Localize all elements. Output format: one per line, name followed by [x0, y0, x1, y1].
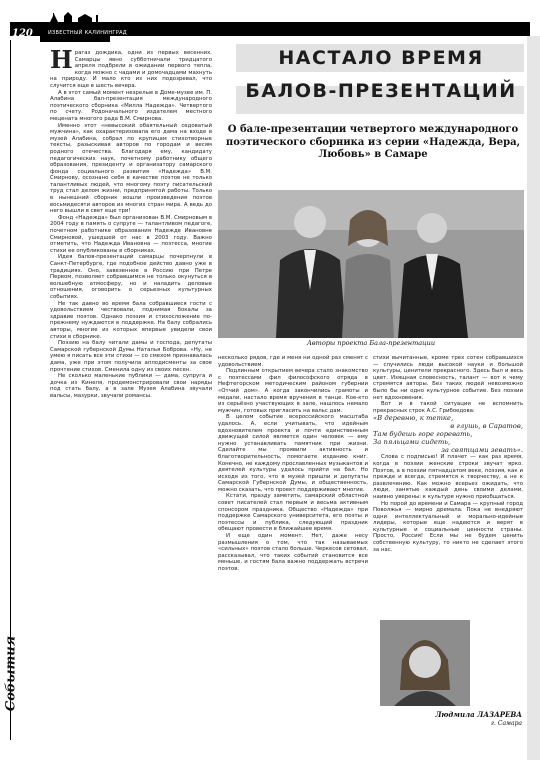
portrait-illustration: [380, 620, 470, 706]
column-1: [50, 50, 212, 740]
poem-line: За пяльцами сидеть,: [373, 438, 451, 447]
paragraph: Не сколько маленькие публики — дама, супруга и дочка из Кинеля, продемонстрировали свои наряды под стать балу, а в зале Музея Алабина звучали вальсы, мазурки, звучали романсы.: [50, 373, 212, 399]
photo-caption: Авторы проекта Бала-презентации: [306, 339, 436, 347]
column-3: [373, 355, 523, 620]
article-subtitle: О бале-презентации четвертого международного поэтического сборника из серии «Надежда, Вера, Любовь» в Самаре: [225, 124, 521, 160]
paragraph: Именно этот «невысокий обаятельный седоватый мужчина», как охарактеризовала его дама на входе в музей Алабина, собрал по крупицам стихотворные тексты, разыскивая авторов по городам и весям родного отечества. Благодаря ему, кандидату педагогических наук, почетному работнику общего образования, президенту и организатору самарского фонда социального развития «Надежда» В.М. Смирнову, осознано себя в качестве поэтов не только талантливых людей, что многому поэту писательский труд стал делом жизни, предпринятой работы. Только в нынешний сборник вошли произведения поэтов восьмидесяти авторов из многих стран мира. А ведь до него вышли в свет еще три!: [50, 122, 212, 215]
photo-illustration: [218, 190, 524, 338]
poem-line: «В деревню, к тетке,: [373, 414, 454, 423]
paragraph: рагаз дождика, одни из первых весенних. Самарцы явно субботничали тридцатого апреля подбрели в ожидании первого тепла, когда можно с чадами и домочадцами махнуть на природу. И мало кто из них подозревал, что случится еще в шесть вечера.: [50, 50, 212, 89]
author-city: г. Самара: [491, 720, 522, 727]
drop-cap: Н: [50, 50, 73, 74]
poem-line: в глушь, в Саратов,: [450, 422, 523, 431]
author-name: Людмила ЛАЗАРЕВА: [435, 710, 522, 719]
paragraph: Идея балов-презентаций самарцы почерпнули в Санкт-Петербурге, где подобное действо давно уже в традициях. Оно, завезенное в Россию при Петре Первом, позволяет собравшимся не только окунуться в волшебную атмосферу, но и наладить деловые отношения, оговорить о серьезных культурных событиях.: [50, 254, 212, 300]
paragraph: Поэзию на балу читали дамы и господа, депутаты Самарской губернской Думы Наталья Боброва. «Ну, не умею я писать все эти стихи — со смехом признавалась дама, уже при этом получила аплодисменты за свое прочтение стихов. Сменила одну из своих песен.: [50, 340, 212, 373]
paragraph: Не так давно во время бала собравшиеся гости с удовольствием чествовали, поднимая бокалы за здравие поэтов. Однако поэзия и стихосложение по-прежнему нуждаются в поддержке. На балу собрались авторы, многие из которых впервые увидели свои стихи в сборнике.: [50, 300, 212, 340]
paragraph: Но порой до времени и Самара — крупный город Поволжья — мирно дремала. Пока не внедряют одни интеллектуальный и морально-идейные лидеры, которые еще надеются и верят в культурные и социальные ценности страны. Просто, Россия! Если мы не будем ценить собственную культуру, то никто не сделает этого за нас.: [373, 500, 523, 553]
title-line-1: НАСТАЛО ВРЕМЯ: [278, 47, 484, 69]
paragraph: Подлинным открытием вечера стало знакомство с поэтессами фил философского отряда в Нефтегорском методическим районом губернии «Отчий дом». А когда закончились грамоты и медали, настало время вручения в танце. Кое-кто из серьёзно участвующих в зале, нашлось немало мужчин, готовых пригласить на вальс дам.: [218, 368, 368, 414]
page-number: 120: [12, 28, 33, 39]
paragraph: Фонд «Надежда» был организован В.М. Смирновым в 2004 году в память о супруге — талантливом педагоге, почетном работнике образования Надежде Ивановне Смирновой, ушедшей от нас в 2003 году. Важно отметить, что Надежда Ивановна — поэтесса, многие стихи ее опубликованы в сборниках.: [50, 214, 212, 254]
page-edge: [527, 36, 540, 760]
section-label: События: [3, 635, 19, 712]
paragraph: Кстати, празду заметить, самарский областной совет писателей стал первым и весьма активным спонсором праздника. Общество «Надежда» при поддержке Самарского университета, его поэты и поэтессы и публика, следующий праздник обещают провести в ближайшее время.: [218, 493, 368, 533]
title-line-2: БАЛОВ-ПРЕЗЕНТАЦИЙ: [245, 80, 517, 102]
paragraph: несколько рядов, где и меня ни одной раз сменят с удовольствием.: [218, 355, 368, 368]
paragraph: Слова с подписью! И плачет — как раз время, когда в поэзии женские строки звучат ярко. Поэтов, а в поэзии пятнадцатом веке, поэзия, как и прежде и всегда, стремятся к творчеству, а не к развлечению. Как можно всерьез ожидать, что люди, занятые каждый день своими делами, наивно уверены: к культуре нужно приобщаться.: [373, 454, 523, 500]
photo: [218, 190, 524, 338]
column-2: [218, 355, 368, 733]
poem-line: Там будешь горе горевать,: [373, 430, 473, 439]
logo-text: ИЗВЕСТНЫЙ КАЛИНИНГРАД: [48, 30, 128, 36]
poem-quote: [373, 414, 523, 454]
author-portrait: [380, 620, 470, 706]
logo-icon: [40, 12, 110, 42]
poem-line: за святцами зевать».: [441, 446, 523, 455]
paragraph: Вот и в такой ситуации не вспомнить прекрасных строк А.С. Грибоедова:: [373, 401, 523, 414]
article-title: [236, 44, 526, 116]
paragraph: И еще один момент. Нет, даже несу размышления о том, что так называемых «сильных» поэтов стало больше. Черкесов сетовал, рассказывал, что таких событий становится все меньше, и гостям бала важно поддержать встречи поэтов.: [218, 533, 368, 572]
paragraph: В целом событие всероссийского масштаба удалось. А, если учитывать, что идейным вдохновителем проекта и почти единственным движущей силой является один человек — ему нужно устанавливать памятник при жизни. Сделайте мы проявили активность и благотворительность, помогаете изданию книг. Конечно, не каждому прославленных музыкантов и деятелей культуры удалось прийти на бал. Но исходя из того, что в музей пришли и депутаты Самарской Губернской Думы, и общественность, можно сказать, что проект поддерживают многие.: [218, 414, 368, 493]
paragraph: А в этот самый момент незрелые в Доме-музее им. П. Алабина бал-презентация международного поэтического сборника «Милла Надежда». Четвертого по счету. Родоначального издателем местного мецената многого рада В.М. Смирнова.: [50, 89, 212, 122]
paragraph: стихи вычитанные, кроме трех сотен собравшихся — случились люди высокой науки и большой культуры, ценители прекрасного. Здесь был и весь цвет. Изящная словесность, талант — вот к чему стремятся авторы. Без таких людей невозможно было бы ни одно культурное событие. Без поэзии нет вдохновения.: [373, 355, 523, 401]
